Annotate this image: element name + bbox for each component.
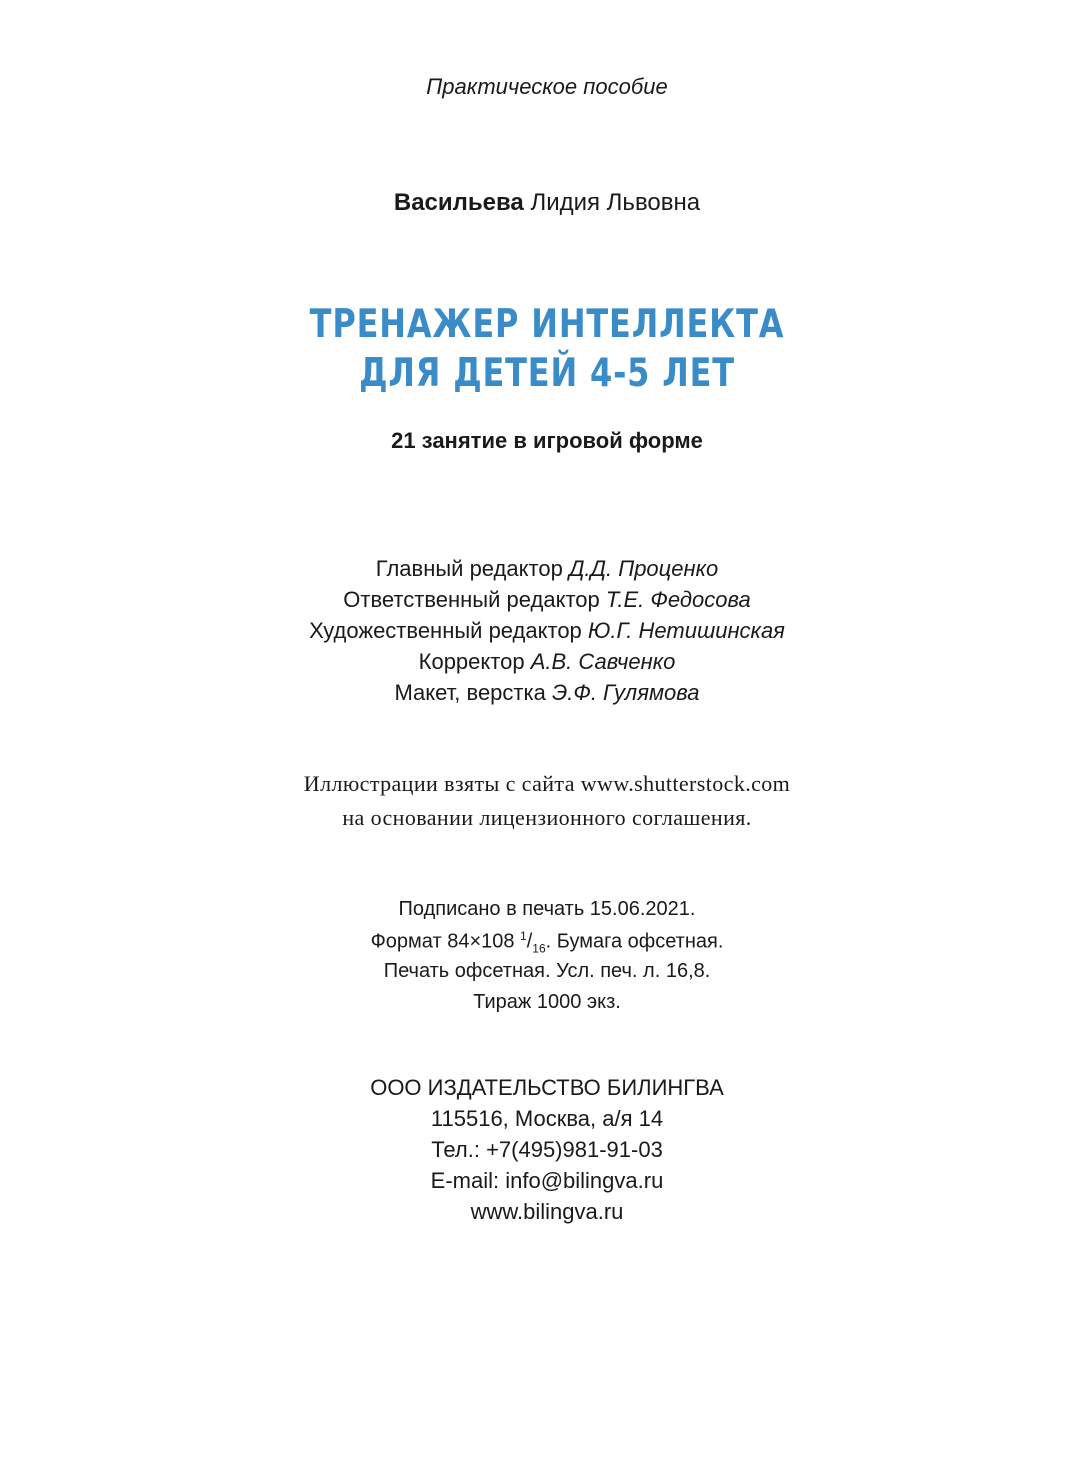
book-title-line-2: ДЛЯ ДЕТЕЙ 4-5 ЛЕТ <box>359 351 735 396</box>
print-run: Тираж 1000 экз. <box>473 991 621 1013</box>
credit-line <box>0 680 1068 706</box>
credit-line <box>0 618 1068 644</box>
publisher-address: 115516, Москва, а/я 14 <box>430 1106 664 1131</box>
credit-line <box>0 587 1068 613</box>
publisher-website: www.bilingva.ru <box>470 1199 624 1224</box>
credit-role: Ответственный редактор <box>343 587 600 612</box>
credit-line <box>0 649 1068 675</box>
credit-role: Художественный редактор <box>309 618 582 643</box>
paper-format: Формат 84×108 $^1/_{16}$. Бумага офсетная. <box>370 929 724 956</box>
credit-person: Э.Ф. Гулямова <box>551 680 700 705</box>
credit-person: Д.Д. Проценко <box>568 556 719 581</box>
publisher-email: E-mail: info@bilingva.ru <box>430 1168 664 1193</box>
publisher-name: ООО ИЗДАТЕЛЬСТВО БИЛИНГВА <box>370 1075 724 1100</box>
illustrations-note-line-1: Иллюстрации взяты с сайта www.shutterstock.com <box>303 771 791 796</box>
genre-label: Практическое пособие <box>426 74 668 99</box>
author-name <box>0 189 1068 217</box>
illustrations-note-line-2: на основании лицензионного соглашения. <box>342 805 752 830</box>
book-subtitle: 21 занятие в игровой форме <box>391 428 703 453</box>
book-title-line-1: ТРЕНАЖЕР ИНТЕЛЛЕКТА <box>309 302 785 347</box>
publisher-phone: Тел.: +7(495)981-91-03 <box>431 1137 663 1162</box>
credit-role: Макет, верстка <box>394 680 546 705</box>
format-denominator: 16 <box>532 941 546 956</box>
print-type: Печать офсетная. Усл. печ. л. 16,8. <box>383 960 711 982</box>
format-prefix: Формат 84×108 <box>370 930 521 953</box>
credit-role: Главный редактор <box>375 556 563 581</box>
credit-line <box>0 556 1068 582</box>
credit-role: Корректор <box>418 649 525 674</box>
author-surname: Васильева <box>393 189 524 216</box>
author-given-name: Лидия Львовна <box>530 189 701 216</box>
credit-person: Ю.Г. Нетишинская <box>587 618 785 643</box>
credit-person: Т.Е. Федосова <box>605 587 751 612</box>
format-suffix: . Бумага офсетная. <box>545 930 724 953</box>
signed-date: Подписано в печать 15.06.2021. <box>398 898 696 920</box>
credit-person: А.В. Савченко <box>530 649 676 674</box>
format-numerator: 1 <box>520 929 527 943</box>
